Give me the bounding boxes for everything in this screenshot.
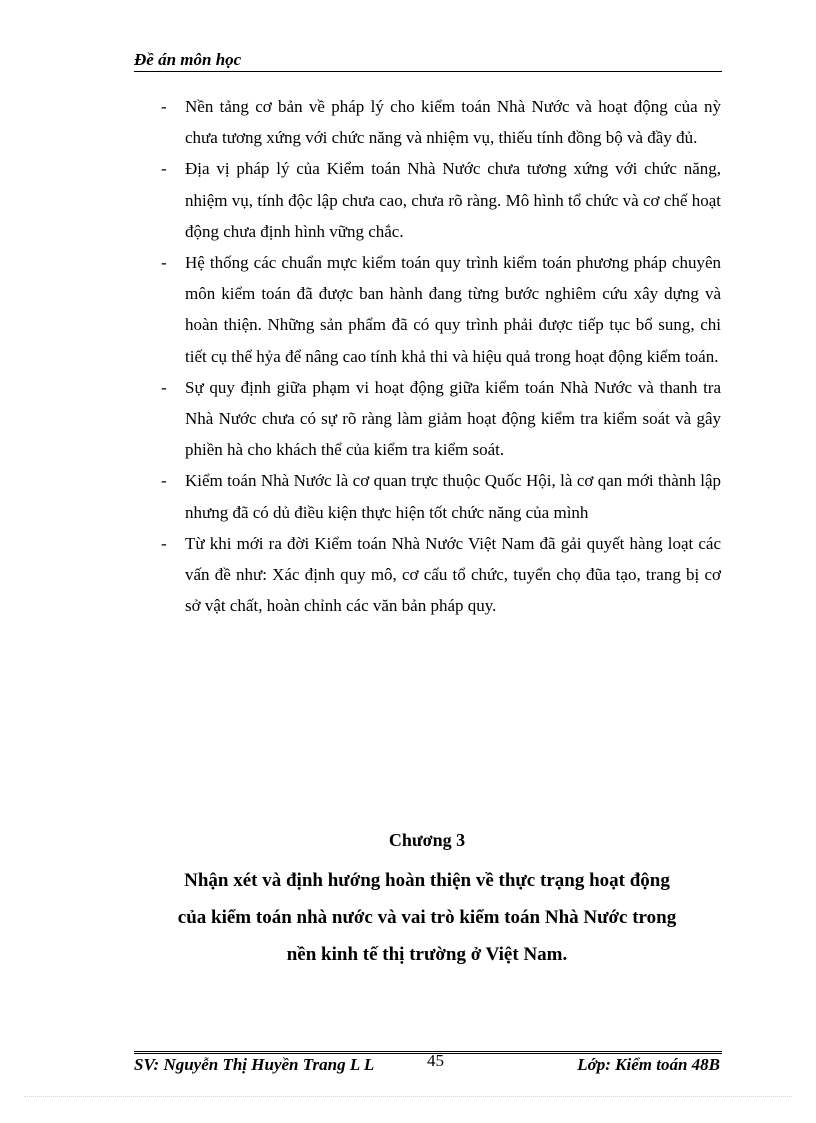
- bullet-text: Sự quy định giữa phạm vi hoạt động giữa kiểm toán Nhà Nước và thanh tra Nhà Nước chưa có sự rõ ràng làm giảm hoạt động kiểm tra kiểm soát và gây phiền hà cho khách thể của kiểm tra kiểm soát.: [185, 377, 721, 460]
- bullet-text: Từ khi mới ra đời Kiểm toán Nhà Nước Việt Nam đã gải quyết hàng loạt các vấn đề như: Xác định quy mô, cơ cấu tổ chức, tuyển chọ đũa tạo, trang bị cơ sở vật chất, hoàn chỉnh các văn bản pháp quy.: [185, 533, 721, 616]
- bullet-item: [158, 91, 721, 153]
- footer-student-name: SV: Nguyễn Thị Huyền Trang L L: [134, 1055, 375, 1074]
- bullet-dash: -: [161, 159, 167, 179]
- bullet-text: Hệ thống các chuẩn mực kiểm toán quy trình kiểm toán phương pháp chuyên môn kiểm toán đã được ban hành đang từng bước nghiêm cứu xây dựng và hoàn thiện. Những sản phẩm đã có quy trình phải được tiếp tục bổ sung, chi tiết cụ thể hỷa để nâng cao tính khả thi và hiệu quả trong hoạt động kiểm toán.: [185, 253, 721, 366]
- bullet-item: [158, 153, 721, 247]
- page-edge-dots: [24, 1096, 792, 1097]
- bullet-dash: -: [161, 533, 167, 553]
- bullet-item: [158, 465, 721, 527]
- bullet-item: [158, 372, 721, 466]
- bullet-dash: -: [161, 377, 167, 397]
- chapter-number: Chương 3: [388, 830, 466, 850]
- bullet-item: [158, 528, 721, 622]
- header-divider: [134, 71, 722, 72]
- chapter-block: [130, 826, 724, 973]
- bullet-dash: -: [161, 253, 167, 273]
- bullet-dash: -: [161, 471, 167, 491]
- bullet-item: [158, 247, 721, 372]
- chapter-heading-line-2: của kiểm toán nhà nước và vai trò kiểm toán Nhà Nước trong: [177, 907, 677, 928]
- bullet-list: [158, 91, 721, 621]
- chapter-heading-line-1: Nhận xét và định hướng hoàn thiện về thực trạng hoạt động: [184, 870, 670, 891]
- footer-class-info: Lớp: Kiểm toán 48B: [577, 1055, 720, 1074]
- chapter-heading-line-3: nền kinh tế thị trường ở Việt Nam.: [286, 944, 568, 965]
- page-number: 45: [427, 1051, 444, 1070]
- bullet-dash: -: [161, 97, 167, 116]
- page-header-title: Đề án môn học: [134, 50, 242, 69]
- bullet-text: Nền tảng cơ bản về pháp lý cho kiểm toán Nhà Nước và hoạt động của nỳ chưa tương xứng với chức năng và nhiệm vụ, thiếu tính đồng bộ và đầy đủ.: [185, 97, 721, 148]
- bullet-text: Địa vị pháp lý của Kiểm toán Nhà Nước chưa tương xứng với chức năng, nhiệm vụ, tính độc lập chưa cao, chưa rõ ràng. Mô hình tổ chức và cơ chế hoạt động chưa định hình vững chắc.: [185, 159, 721, 241]
- bullet-text: Kiểm toán Nhà Nước là cơ quan trực thuộc Quốc Hội, là cơ qan mới thành lập nhưng đã có dủ điều kiện thực hiện tốt chức năng của mình: [185, 471, 721, 522]
